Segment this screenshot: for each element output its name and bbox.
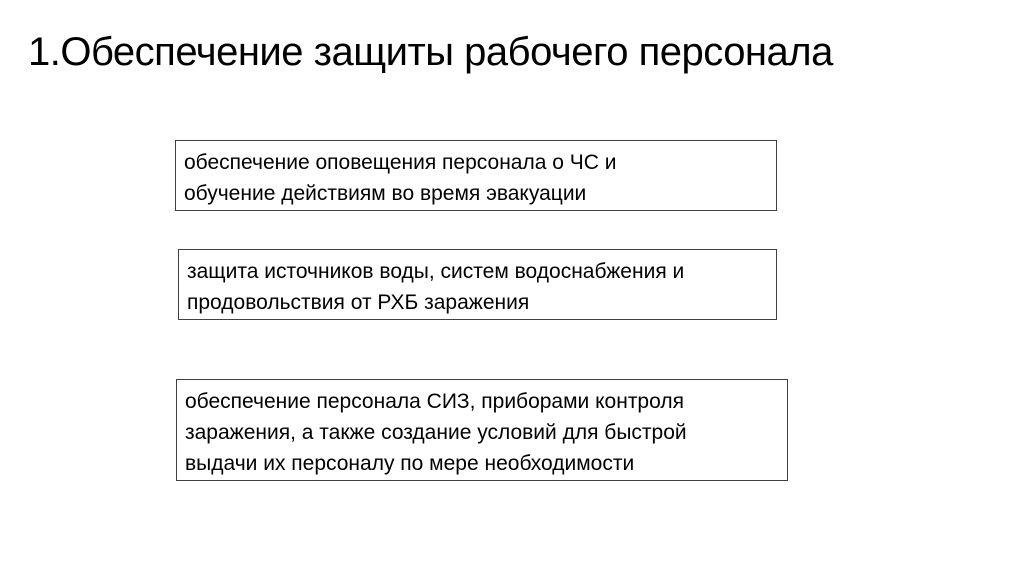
box-text-line: обеспечение персонала СИЗ, приборами контроля xyxy=(185,390,684,413)
measure-box-notification xyxy=(175,140,777,211)
box-text-line: защита источников воды, систем водоснабжения и xyxy=(187,260,685,283)
slide-title: 1.Обеспечение защиты рабочего персонала xyxy=(28,30,833,74)
box-text-line: выдачи их персоналу по мере необходимости xyxy=(185,452,635,475)
box-text-line: обеспечение оповещения персонала о ЧС и xyxy=(184,151,617,174)
box-text-line: обучение действиям во время эвакуации xyxy=(184,182,587,205)
box-text-line: продовольствия от РХБ заражения xyxy=(187,291,530,314)
measure-box-ppe-supply xyxy=(176,379,788,481)
box-text-line: заражения, а также создание условий для быстрой xyxy=(185,421,687,444)
measure-box-water-food-protection xyxy=(178,249,777,320)
